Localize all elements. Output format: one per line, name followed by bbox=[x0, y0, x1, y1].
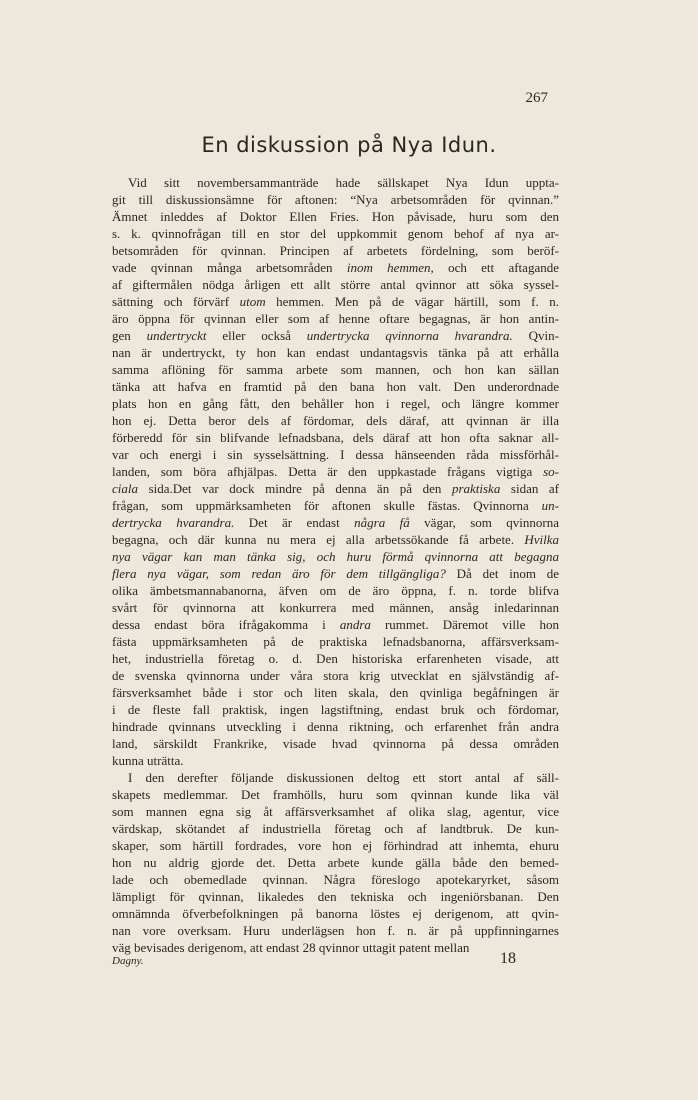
text-line bbox=[112, 769, 559, 786]
text-run: ciala bbox=[112, 481, 138, 496]
text-run: omnämnda öfverbefolkningen på banorna löstes ej derigenom, att qvin- bbox=[112, 906, 559, 921]
text-line bbox=[112, 786, 559, 803]
text-line bbox=[112, 242, 559, 259]
text-run: de svenska qvinnorna under våra stora krig utvecklat en självständig af- bbox=[112, 668, 559, 683]
text-line bbox=[112, 480, 559, 497]
text-line bbox=[112, 565, 559, 582]
text-line bbox=[112, 174, 559, 191]
text-run: skaper, som härtill fordrades, vore hon ej förhindrad att inhemta, ehuru bbox=[112, 838, 559, 853]
text-line bbox=[112, 514, 559, 531]
text-run: so- bbox=[543, 464, 559, 479]
text-run: praktiska bbox=[451, 481, 501, 496]
text-run: förberedd för sin blifvande lefnadsbana, dels däraf att hon ofta saknar all- bbox=[112, 430, 559, 445]
text-run: värdskap, skötandet af industriella företag och af landtbruk. De kun- bbox=[112, 821, 559, 836]
text-run: sida.Det var dock mindre på denna än på den bbox=[138, 481, 452, 496]
article-title: En diskussion på Nya Idun. bbox=[201, 133, 497, 157]
text-run: plats hon en gång fått, den behåller hon i regel, och längre kommer bbox=[112, 396, 559, 411]
text-run: git till diskussionsämne för aftonen: “Nya arbetsområden för qvinnan.” bbox=[112, 192, 559, 207]
text-line bbox=[112, 208, 559, 225]
text-run: i de fleste fall praktisk, ingen lagstiftning, endast bruk och fördomar, bbox=[112, 702, 559, 717]
text-line bbox=[112, 395, 559, 412]
text-run: dessa endast böra ifrågakomma i bbox=[112, 617, 340, 632]
text-run: färsverksamhet både i stor och liten skala, den qvinliga begåfningen är bbox=[112, 685, 559, 700]
text-line bbox=[112, 803, 559, 820]
text-line bbox=[112, 531, 559, 548]
text-line bbox=[112, 616, 559, 633]
text-run: I den derefter följande diskussionen deltog ett stort antal af säll- bbox=[128, 770, 559, 785]
text-run: vägar, som qvinnorna bbox=[409, 515, 559, 530]
text-line bbox=[112, 225, 559, 242]
text-line bbox=[112, 361, 559, 378]
text-run: kunna uträtta. bbox=[112, 753, 184, 768]
text-run: rummet. Däremot ville hon bbox=[370, 617, 559, 632]
sheet-number: 18 bbox=[500, 950, 516, 967]
text-run: frågan, som uppmärksamheten för aftonen skulle fästas. Qvinnorna bbox=[112, 498, 542, 513]
text-line bbox=[112, 259, 559, 276]
text-run: Hvilka bbox=[524, 532, 559, 547]
text-run: utom bbox=[239, 294, 266, 309]
text-run: olika ämbetsmannabanorna, äfven om de äro öppna, f. n. torde blifva bbox=[112, 583, 559, 598]
text-run: samma aflöning för samma arbete som mannen, och hon kan sällan bbox=[112, 362, 559, 377]
text-line bbox=[112, 939, 559, 956]
text-run: andra bbox=[339, 617, 371, 632]
text-run: äro öppna för qvinnan eller som af henne oftare begagnas, är hon antin- bbox=[112, 311, 559, 326]
text-run: sidan af bbox=[500, 481, 559, 496]
text-line bbox=[112, 310, 559, 327]
text-run: hindrade qvinnans utveckling i denna riktning, och erfarenhet från andra bbox=[112, 719, 559, 734]
text-line bbox=[112, 599, 559, 616]
text-line bbox=[112, 497, 559, 514]
text-run: skapets medlemmar. Det framhölls, huru som qvinnan kunde lika väl bbox=[112, 787, 559, 802]
text-run: hon ej. Detta beror dels af fördomar, dels däraf, att qvinnan är illa bbox=[112, 413, 559, 428]
text-run: väg bevisades derigenom, att endast 28 qvinnor uttagit patent mellan bbox=[112, 940, 470, 955]
text-run: lämpligt för qvinnan, likaledes den tekniska och ingeniörsbanan. Den bbox=[112, 889, 559, 904]
text-run: dertrycka hvarandra. bbox=[112, 515, 235, 530]
text-run: Det är endast bbox=[234, 515, 355, 530]
text-line bbox=[112, 412, 559, 429]
text-run: land, särskildt Frankrike, visade hvad qvinnorna på dessa områden bbox=[112, 736, 559, 751]
text-run: hemmen. Men på de vägar härtill, som f. n. bbox=[265, 294, 559, 309]
text-run: svårt för qvinnorna att konkurrera med männen, ansåg inledarinnan bbox=[112, 600, 559, 615]
text-line bbox=[112, 650, 559, 667]
text-run: nan vore overksam. Huru underlägsen hon f. n. är på uppfinningarnes bbox=[112, 923, 559, 938]
text-line bbox=[112, 446, 559, 463]
text-run: fästa uppmärksamheten på de praktiska lefnadsbanorna, affärsverksam- bbox=[112, 634, 559, 649]
text-line bbox=[112, 684, 559, 701]
text-run: begagna, och där kunna nu mera ej alla arbetssökande få arbete. bbox=[112, 532, 525, 547]
text-run: var och energi i sin sysselsättning. I dessa hänseenden råda missförhål- bbox=[112, 447, 559, 462]
text-run: eller också bbox=[206, 328, 307, 343]
text-run: Då det inom de bbox=[445, 566, 559, 581]
text-run: tänka att hafva en framtid på den bana hon valt. Den underordnade bbox=[112, 379, 559, 394]
text-run: Qvin- bbox=[512, 328, 559, 343]
text-line bbox=[112, 582, 559, 599]
text-run: undertryckt bbox=[146, 328, 207, 343]
text-run: lade och obemedlade qvinnan. Några föreslogo apotekaryrket, såsom bbox=[112, 872, 559, 887]
footer-signature: Dagny. bbox=[112, 955, 144, 967]
text-line bbox=[112, 276, 559, 293]
text-line bbox=[112, 820, 559, 837]
text-run: som mannen egna sig åt affärsverksamhet af olika slag, agentur, vice bbox=[112, 804, 559, 819]
text-line bbox=[112, 735, 559, 752]
text-run: flera nya vägar, som redan äro för dem tillgängliga? bbox=[112, 566, 446, 581]
text-line bbox=[112, 718, 559, 735]
text-run: några få bbox=[354, 515, 410, 530]
text-run: nan är undertryckt, ty hon kan endast undantagsvis tänka på att erhålla bbox=[112, 345, 559, 360]
text-line bbox=[112, 463, 559, 480]
text-line bbox=[112, 701, 559, 718]
text-line bbox=[112, 293, 559, 310]
text-run: vade qvinnan många arbetsområden bbox=[112, 260, 347, 275]
article-body bbox=[112, 174, 559, 956]
text-line bbox=[112, 752, 559, 769]
text-run: landen, som böra afhjälpas. Detta är den uppkastade frågans vigtiga bbox=[112, 464, 544, 479]
text-run: hon nu aldrig gjorde det. Detta arbete kunde gälla både den bemed- bbox=[112, 855, 559, 870]
text-run: af giftermålen nödga årligen ett allt större antal qvinnor att söka syssel- bbox=[112, 277, 559, 292]
text-run: betsområden för qvinnan. Principen af arbetets fördelning, som beröf- bbox=[112, 243, 559, 258]
text-run: inom hemmen, bbox=[346, 260, 434, 275]
text-line bbox=[112, 344, 559, 361]
text-line bbox=[112, 633, 559, 650]
text-run: och ett aftagande bbox=[433, 260, 559, 275]
text-run: undertrycka qvinnorna hvarandra. bbox=[306, 328, 513, 343]
text-run: s. k. qvinnofrågan till en stor del uppkommit genom behof af nya ar- bbox=[112, 226, 559, 241]
text-run: un- bbox=[541, 498, 559, 513]
text-line bbox=[112, 905, 559, 922]
text-run: Vid sitt novembersammanträde hade sällskapet Nya Idun uppta- bbox=[128, 175, 559, 190]
page-number: 267 bbox=[525, 90, 548, 106]
text-line bbox=[112, 429, 559, 446]
text-line bbox=[112, 922, 559, 939]
text-run: nya vägar kan man tänka sig, och huru förmå qvinnorna att begagna bbox=[112, 549, 559, 564]
text-line bbox=[112, 191, 559, 208]
text-line bbox=[112, 327, 559, 344]
text-run: het, industriella företag o. d. Den historiska erfarenheten visade, att bbox=[112, 651, 559, 666]
text-run: sättning och förvärf bbox=[112, 294, 240, 309]
text-line bbox=[112, 378, 559, 395]
text-line bbox=[112, 854, 559, 871]
text-line bbox=[112, 871, 559, 888]
text-line bbox=[112, 667, 559, 684]
text-line bbox=[112, 548, 559, 565]
text-line bbox=[112, 837, 559, 854]
text-run: gen bbox=[112, 328, 147, 343]
text-line bbox=[112, 888, 559, 905]
text-run: Ämnet inleddes af Doktor Ellen Fries. Hon påvisade, huru som den bbox=[112, 209, 559, 224]
